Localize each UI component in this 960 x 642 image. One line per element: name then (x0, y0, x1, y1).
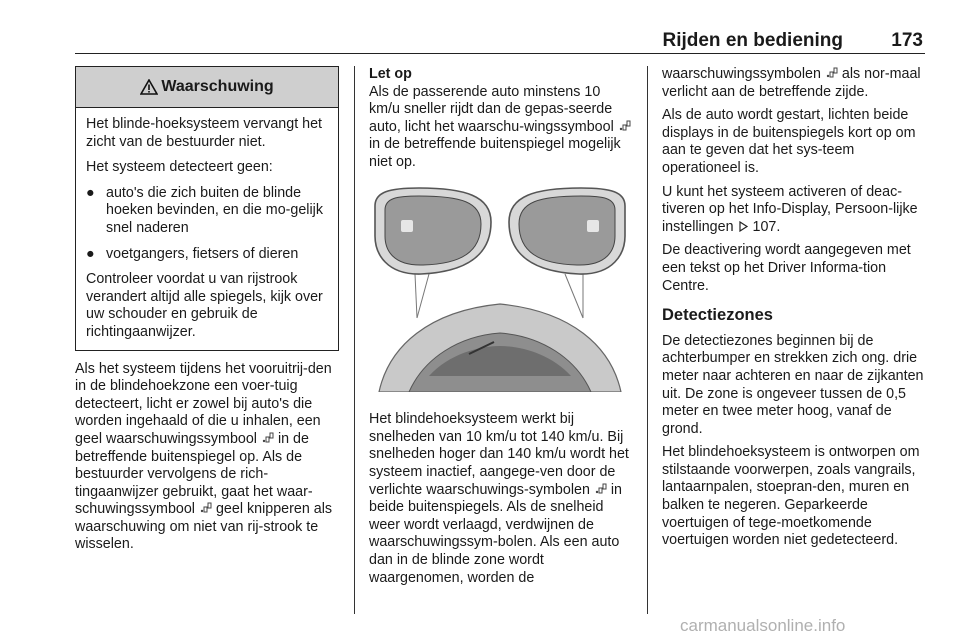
text-run: in de betreffende buitenspiegel mogelijk niet op. (369, 136, 621, 170)
body-paragraph: Het blindehoeksysteem is ontworpen om stilstaande voorwerpen, zoals vangrails, lantaarnpalen, stoepran-den, muren en balken te negeren. Geparkeerde voertuigen of tege-moetkomende voertuigen worden niet gedetecteerd. (662, 444, 920, 549)
text-run: waarschuwingssymbolen (662, 66, 821, 82)
page-header (75, 30, 923, 52)
list-item-text: auto's die zich buiten de blinde hoeken bevinden, en die mo-gelijk snel naderen (106, 184, 323, 236)
body-paragraph: Als de auto wordt gestart, lichten beide displays in de buitenspiegels kort op om aan te geven dat het sys-teem operationeel is. (662, 107, 916, 176)
page-reference-link[interactable]: 107. (752, 218, 781, 235)
warning-text: Controleer voordat u van rijstrook verandert altijd alle spiegels, kijk over uw schouder en gebruik de richtingaanwijzer. (86, 271, 323, 340)
text-run: Als het systeem tijdens het vooruitrij-den in de blindehoekzone een voer-tuig detecteert, licht er zowel bij auto's die worden ingehaald of die u inhalen, een geel waarschuwingssymbool (75, 360, 332, 447)
column-1 (75, 66, 338, 560)
mirror-illustration (369, 186, 631, 392)
note-title: Let op (369, 66, 412, 82)
column-divider (647, 66, 648, 614)
warning-text: Het blinde-hoeksysteem vervangt het zicht van de bestuurder niet. (86, 116, 323, 150)
text-run: Als de passerende auto minstens 10 km/u sneller rijdt dan de gepas-seerde auto, licht het waarschu-wingssymbool (369, 83, 614, 135)
body-paragraph: De detectiezones beginnen bij de achterbumper en strekken zich ong. drie meter naar achteren en naar de zijkanten uit. De zone is ongeveer tussen de 0,5 meter en twee meter hoog, vanaf de grond. (662, 332, 924, 437)
list-item (86, 246, 329, 264)
warning-title: Waarschuwing (161, 78, 274, 96)
watermark: carmanualsonline.info (680, 616, 846, 635)
body-paragraph (662, 66, 926, 101)
section-heading: Detectiezones (662, 306, 773, 325)
column-2 (369, 66, 631, 593)
text-run: Het blindehoeksysteem werkt bij snelheden van 10 km/u tot 140 km/u. Bij snelheden hoger dan 140 km/u wordt het systeem inactief, aangege-ven door de verlichte waarschuwings-symbolen (369, 411, 629, 498)
text-run: geel knipperen als waarschuwing om niet van rij-strook te wisselen. (75, 501, 333, 553)
list-item-text: voetgangers, fietsers of dieren (106, 245, 299, 262)
warning-triangle-icon (140, 79, 158, 95)
body-paragraph (369, 411, 631, 587)
warning-header (76, 67, 338, 108)
column-divider (354, 66, 355, 614)
page-title: Rijden en bediening (662, 30, 843, 51)
body-paragraph (75, 361, 338, 555)
text-run: als nor-maal verlicht aan de betreffende zijde. (662, 66, 921, 100)
text-run: in beide buitenspiegels. Als de snelheid weer wordt verlaagd, verdwijnen de waarschuwingssym-bolen. Als een auto dan in de blinde zone wordt waargenomen, worden de (369, 481, 623, 586)
warning-text: Het systeem detecteert geen: (86, 159, 273, 176)
page-number: 173 (891, 30, 923, 51)
warning-box (75, 66, 339, 351)
blind-spot-warning-icon (261, 432, 274, 444)
body-paragraph: De deactivering wordt aangegeven met een tekst op het Driver Informa-tion Centre. (662, 242, 911, 294)
list-item (86, 185, 329, 238)
blind-spot-warning-icon (825, 67, 838, 79)
note-text (369, 84, 631, 172)
column-3 (662, 66, 926, 556)
bullet: ● (86, 245, 95, 262)
blind-spot-warning-icon (199, 502, 212, 514)
text-run: U kunt het systeem activeren of deac-tiveren op het Info-Display, Persoon-lijke instellingen (662, 183, 918, 235)
blind-spot-warning-icon (618, 120, 631, 132)
text-run: in de betreffende buitenspiegel op. Als de bestuurder vervolgens de rich-tingaanwijzer gebruikt, gaat het waar-schuwingssymbool (75, 430, 313, 518)
page-reference-arrow-icon (738, 221, 749, 232)
body-paragraph (662, 184, 926, 237)
warning-body (76, 108, 338, 350)
blind-spot-warning-icon (594, 483, 607, 495)
header-rule (75, 53, 925, 54)
bullet: ● (86, 184, 95, 201)
